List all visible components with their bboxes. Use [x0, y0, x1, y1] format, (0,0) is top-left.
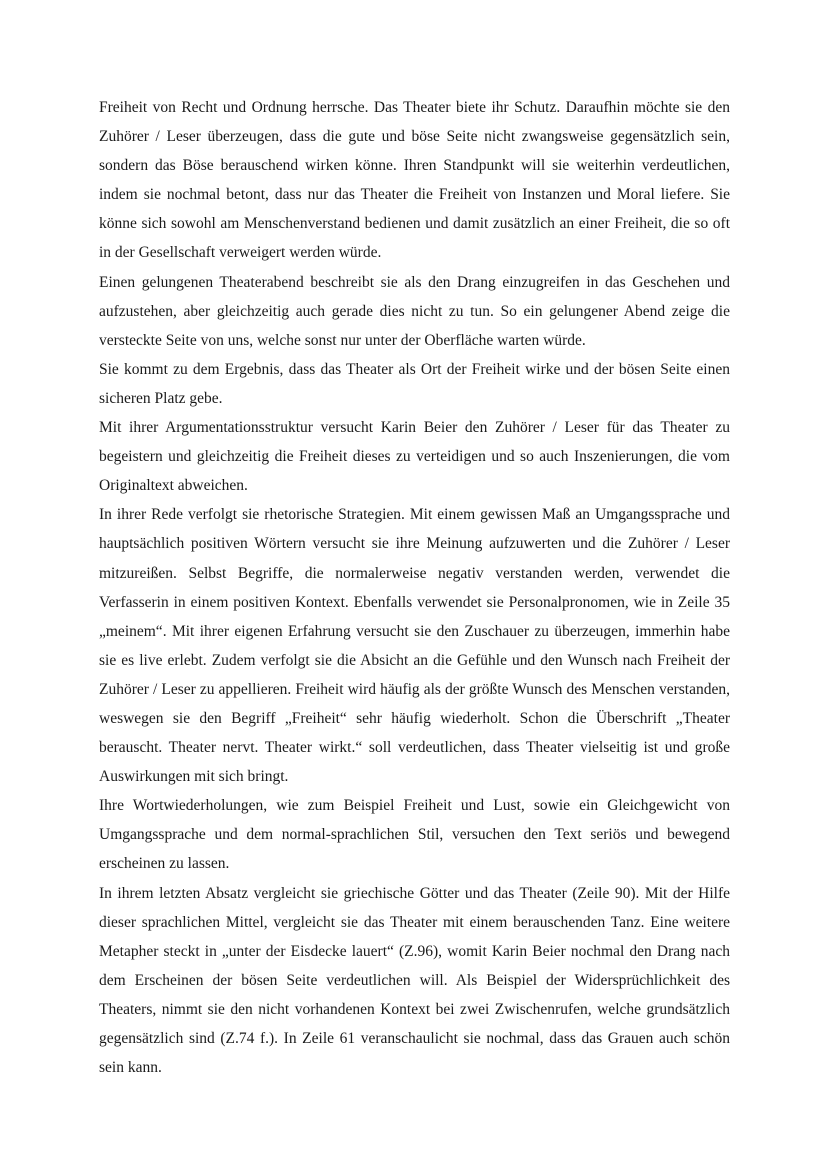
paragraph: Freiheit von Recht und Ordnung herrsche. Das Theater biete ihr Schutz. Daraufhin möchte sie den Zuhörer / Leser überzeugen, dass die gute und böse Seite nicht zwangsweise gegensätzlich sein, sondern das Böse berauschend wirken könne. Ihren Standpunkt will sie weiterhin verdeutlichen, indem sie nochmal betont, dass nur das Theater die Freiheit von Instanzen und Moral liefere. Sie könne sich sowohl am Menschenverstand bedienen und damit zusätzlich an einer Freiheit, die so oft in der Gesellschaft verweigert werden würde.	[99, 99, 730, 262]
paragraph: Einen gelungenen Theaterabend beschreibt sie als den Drang einzugreifen in das Geschehen und aufzustehen, aber gleichzeitig auch gerade dies nicht zu tun. So ein gelungener Abend zeige die versteckte Seite von uns, welche sonst nur unter der Oberfläche warten würde.	[99, 273, 730, 349]
body-text	[99, 93, 730, 1082]
paragraph: Ihre Wortwiederholungen, wie zum Beispiel Freiheit und Lust, sowie ein Gleichgewicht von Umgangssprache und dem normal-sprachlichen Stil, versuchen den Text seriös und bewegend erscheinen zu lassen.	[99, 797, 730, 873]
paragraph: In ihrem letzten Absatz vergleicht sie griechische Götter und das Theater (Zeile 90). Mit der Hilfe dieser sprachlichen Mittel, vergleicht sie das Theater mit einem berauschenden Tanz. Eine weitere Metapher steckt in „unter der Eisdecke lauert“ (Z.96), womit Karin Beier nochmal den Drang nach dem Erscheinen der bösen Seite verdeutlichen will. Als Beispiel der Widersprüchlichkeit des Theaters, nimmt sie den nicht vorhandenen Kontext bei zwei Zwischenrufen, welche grundsätzlich gegensätzlich sind (Z.74 f.). In Zeile 61 veranschaulicht sie nochmal, dass das Grauen auch schön sein kann.	[99, 884, 730, 1077]
paragraph: Mit ihrer Argumentationsstruktur versucht Karin Beier den Zuhörer / Leser für das Theater zu begeistern und gleichzeitig die Freiheit dieses zu verteidigen und so auch Inszenierungen, die vom Originaltext abweichen.	[99, 419, 730, 495]
paragraph: In ihrer Rede verfolgt sie rhetorische Strategien. Mit einem gewissen Maß an Umgangssprache und hauptsächlich positiven Wörtern versucht sie ihre Meinung aufzuwerten und die Zuhörer / Leser mitzureißen. Selbst Begriffe, die normalerweise negativ verstanden werden, verwendet die Verfasserin in einem positiven Kontext. Ebenfalls verwendet sie Personalpronomen, wie in Zeile 35 „meinem“. Mit ihrer eigenen Erfahrung versucht sie den Zuschauer zu überzeugen, immerhin habe sie es live erlebt. Zudem verfolgt sie die Absicht an die Gefühle und den Wunsch nach Freiheit der Zuhörer / Leser zu appellieren. Freiheit wird häufig als der größte Wunsch des Menschen verstanden, weswegen sie den Begriff „Freiheit“ sehr häufig wiederholt. Schon die Überschrift „Theater berauscht. Theater nervt. Theater wirkt.“ soll verdeutlichen, dass Theater vielseitig ist und große Auswirkungen mit sich bringt.	[99, 506, 730, 786]
paragraph: Sie kommt zu dem Ergebnis, dass das Theater als Ort der Freiheit wirke und der bösen Seite einen sicheren Platz gebe.	[99, 360, 730, 407]
